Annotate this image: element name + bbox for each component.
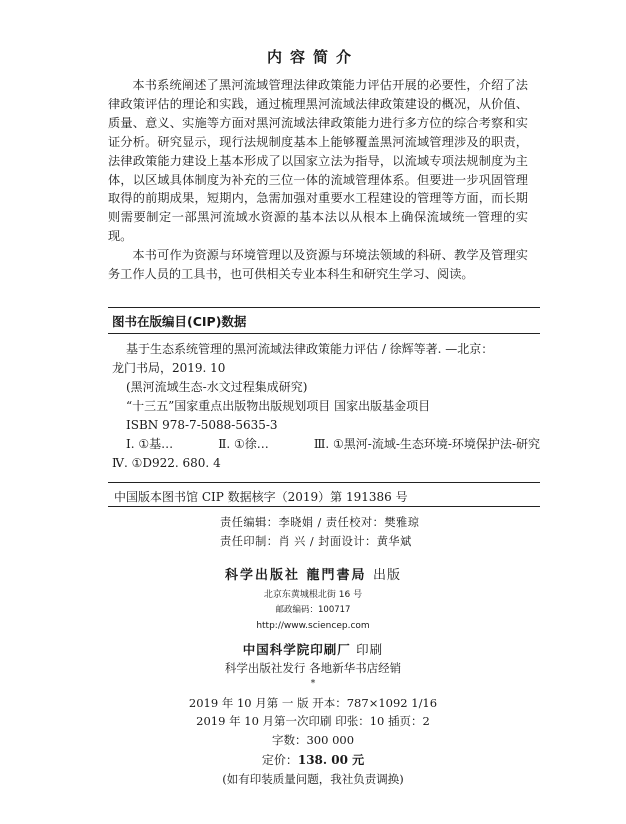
quality-notice: (如有印装质量问题，我社负责调换) [222, 772, 404, 786]
publisher-names: 科学出版社 龍門書局 [224, 568, 367, 583]
cip-class-item: Ⅰ. ①基… [126, 437, 174, 451]
separator-star: * [310, 679, 316, 689]
cip-heading: 图书在版编目(CIP)数据 [112, 314, 247, 329]
price-label: 定价： [261, 753, 298, 767]
intro-paragraph: 本书可作为资源与环境管理以及资源与环境法领域的科研、教学及管理实务工作人员的工具书，也可供相关专业本科生和研究生学习、阅读。 [108, 248, 528, 282]
cip-class-item: Ⅱ. ①徐… [218, 437, 269, 451]
postcode: 邮政编码：100717 [275, 605, 351, 615]
divider [108, 307, 540, 308]
cip-title-line: 基于生态系统管理的黑河流域法律政策能力评估 / 徐辉等著. —北京： [126, 342, 494, 356]
publisher-line [0, 564, 626, 583]
divider [108, 506, 540, 507]
printer-line [0, 640, 626, 658]
edition-info: 2019 年 10 月第 一 版 开本：787×1092 1/16 [188, 696, 438, 710]
intro-paragraph: 本书系统阐述了黑河流域管理法律政策能力评估开展的必要性，介绍了法律政策评估的理论和实践，通过梳理黑河流域法律政策建设的概况，从价值、质量、意义、实施等方面对黑河流域法律政策能力进行多方位的综合考察和实证分析。研究显示，现行法规制度基本上能够覆盖黑河流域管理涉及的职责，法律政策能力建设上基本形成了以国家立法为指导，以流域专项法规制度为主体，以区域具体制度为补充的三位一体的流域管理体系。但要进一步巩固管理取得的前期成果，短期内，急需加强对重要水工程建设的管理等方面，而长期则需要制定一部黑河流域水资源的基本法以从根本上确保流域统一管理的实现。 [108, 78, 528, 244]
intro-title: 内容简介 [266, 48, 359, 66]
publish-verb: 出版 [373, 568, 402, 583]
divider [108, 333, 540, 334]
cip-isbn: ISBN 978-7-5088-5635-3 [126, 418, 278, 432]
cip-project: “十三五”国家重点出版物出版规划项目 国家出版基金项目 [126, 399, 431, 413]
print-verb: 印刷 [356, 642, 384, 657]
staff-credits: 责任编辑：李晓娟 / 责任校对：樊雅琼 [220, 516, 420, 529]
cip-record [112, 340, 540, 473]
cip-series: (黑河流域生态-水文过程集成研究) [126, 380, 308, 394]
price-value: 138. 00 元 [297, 753, 365, 767]
publisher-address: 北京东黄城根北街 16 号 [263, 590, 363, 600]
printing-info: 2019 年 10 月第一次印刷 印张：10 插页：2 [196, 714, 430, 728]
cip-title-line: 龙门书局，2019. 10 [112, 361, 226, 375]
cip-record-number: 中国版本图书馆 CIP 数据核字（2019）第 191386 号 [114, 490, 408, 504]
divider [108, 482, 540, 483]
cip-classification [112, 435, 540, 454]
website: http://www.sciencep.com [256, 621, 370, 631]
distribution: 科学出版社发行 各地新华书店经销 [224, 661, 402, 675]
intro-text [108, 76, 528, 284]
cip-class-item: Ⅲ. ①黑河-流域-生态环境-环境保护法-研究 [313, 437, 540, 451]
price [0, 751, 626, 768]
cip-class-item: Ⅳ. ①D922. 680. 4 [112, 456, 221, 470]
staff-credits: 责任印制：肖 兴 / 封面设计：黄华斌 [220, 535, 412, 548]
printer-name: 中国科学院印刷厂 [242, 642, 351, 657]
word-count: 字数：300 000 [271, 733, 355, 747]
